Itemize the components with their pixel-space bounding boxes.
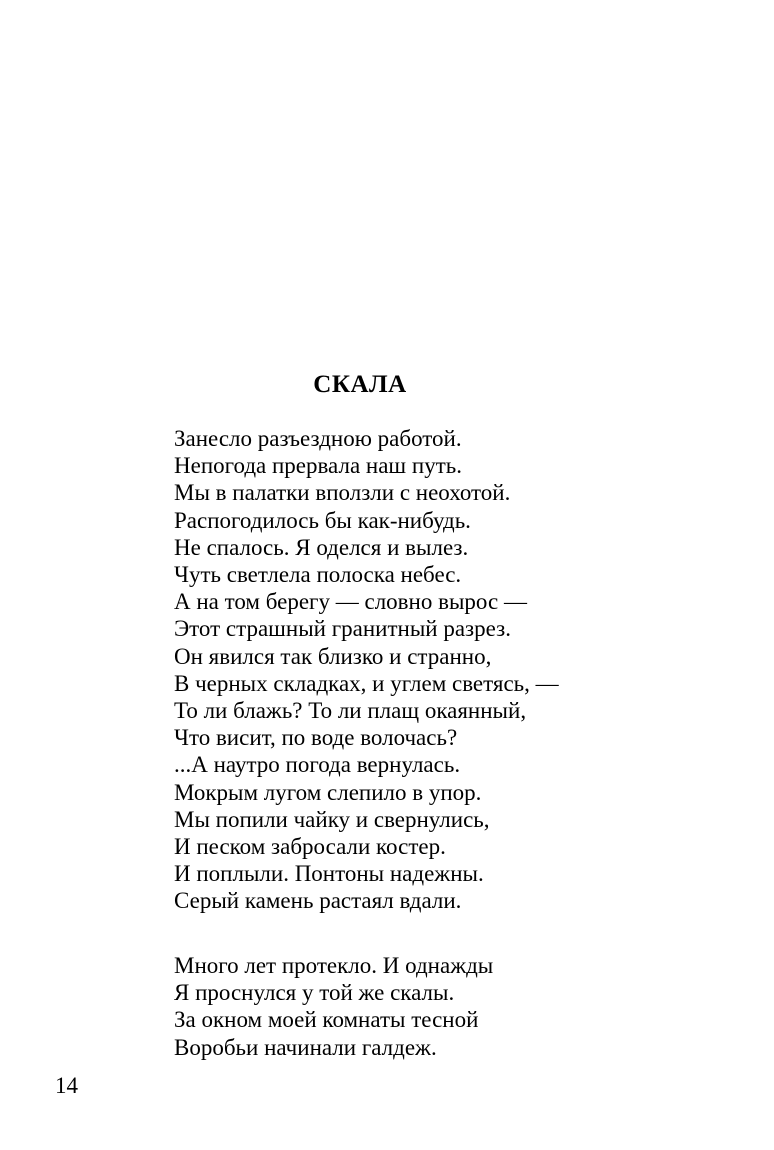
verse-line: В черных складках, и углем светясь, — xyxy=(174,670,559,696)
page-number: 14 xyxy=(55,1073,78,1098)
verse-line: А на том берегу — словно вырос — xyxy=(174,589,527,615)
verse-line: Он явился так близко и странно, xyxy=(174,643,492,669)
verse-line: Что висит, по воде волочась? xyxy=(174,725,458,751)
verse-line: Распогодилось бы как-нибудь. xyxy=(174,507,471,533)
verse-line: Я проснулся у той же скалы. xyxy=(174,980,455,1006)
verse-line: Занесло разъездною работой. xyxy=(174,426,462,451)
verse-line: Воробьи начинали галдеж. xyxy=(174,1034,437,1060)
verse-line: Мы в палатки вползли с неохотой. xyxy=(174,480,511,506)
verse-line: Мы попили чайку и свернулись, xyxy=(174,806,490,832)
verse-line: Чуть светлела полоска небес. xyxy=(174,562,462,588)
verse-line: ...А наутро погода вернулась. xyxy=(174,752,461,778)
verse-line: Этот страшный гранитный разрез. xyxy=(174,616,511,642)
verse-line: Мокрым лугом слепило в упор. xyxy=(174,779,482,805)
stanza xyxy=(174,952,493,1061)
verse-line: То ли блажь? То ли плащ окаянный, xyxy=(174,698,527,724)
verse-line: Много лет протекло. И однажды xyxy=(174,953,494,978)
verse-line: За окном моей комнаты тесной xyxy=(174,1007,479,1033)
verse-line: Непогода прервала наш путь. xyxy=(174,453,462,479)
verse-line: Серый камень растаял вдали. xyxy=(174,888,462,914)
stanza xyxy=(174,425,559,915)
poem-title: СКАЛА xyxy=(313,371,407,398)
verse-line: И песком забросали костер. xyxy=(174,834,446,860)
verse-line: Не спалось. Я оделся и вылез. xyxy=(174,534,469,560)
verse-line: И поплыли. Понтоны надежны. xyxy=(174,861,484,887)
